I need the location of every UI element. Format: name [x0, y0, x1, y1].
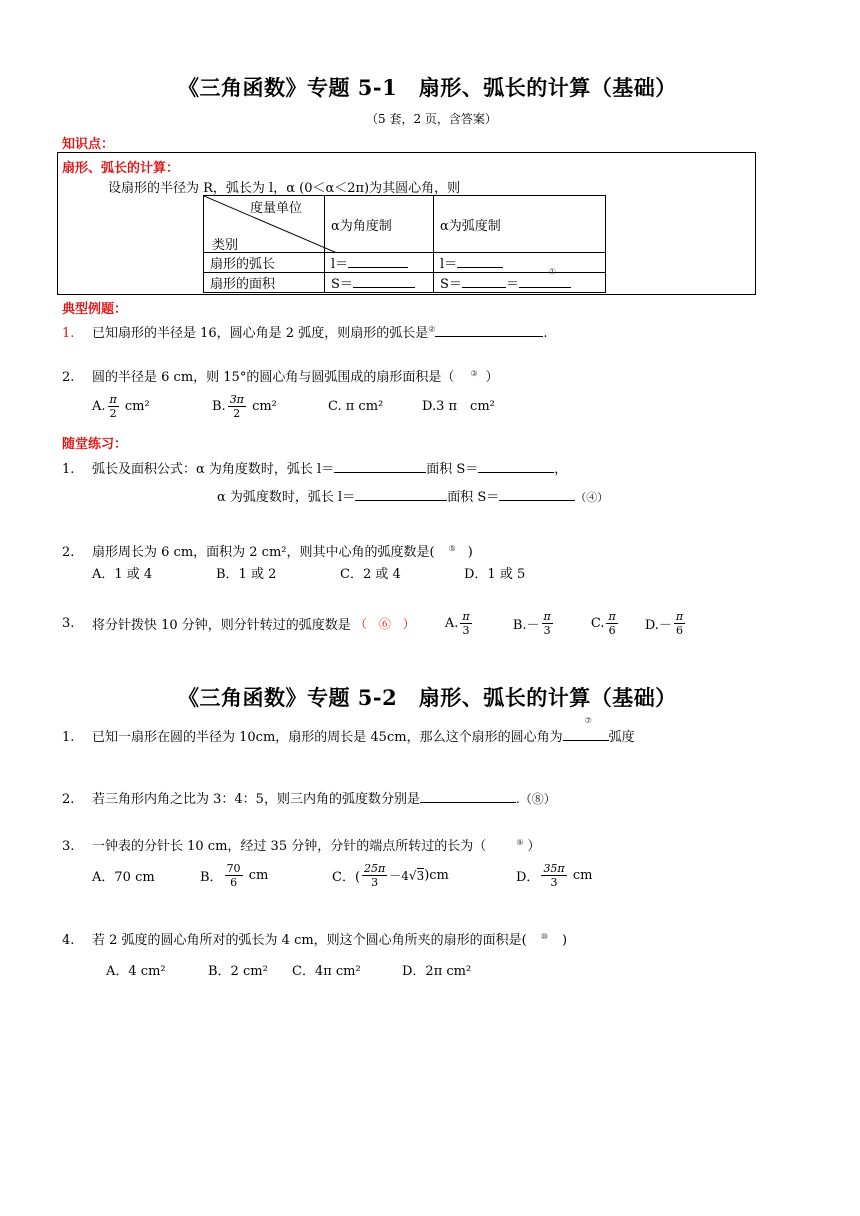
p3-option-a-letter: A. [444, 616, 459, 631]
row-label-arc: 扇形的弧长 [204, 253, 325, 273]
practice-2-end: ) [467, 545, 473, 560]
mark-2: ② [428, 324, 436, 334]
row-label-area: 扇形的面积 [204, 273, 325, 293]
option-b-denominator: 2 [233, 407, 241, 420]
q3c-numerator: 25π [364, 862, 386, 875]
arc-degree-prefix: l＝ [331, 257, 349, 272]
example-1-number: 1. [62, 326, 75, 341]
set2-q3-number: 3. [62, 839, 75, 854]
practice-1-blank-2 [478, 460, 554, 473]
p3-option-d-denominator: 6 [676, 624, 684, 637]
q3c-letter: C．( [332, 870, 361, 885]
area-radian-blank-1 [462, 275, 506, 288]
set2-q4-end: ) [561, 933, 568, 948]
option-b-letter: B. [212, 399, 226, 414]
p3-option-a-numerator: π [462, 610, 470, 623]
set2-q3-option-d [516, 862, 592, 889]
practice-3-number: 3. [62, 616, 75, 631]
mark-3: ③ [470, 368, 478, 378]
practice-2-option-b: B．1 或 2 [216, 567, 277, 582]
p3-option-b-numerator: π [543, 610, 551, 623]
practice-1-blank-4 [499, 488, 575, 501]
example-2-option-d: D.3 π cm² [422, 399, 495, 414]
practice-3-option-a [445, 610, 513, 637]
section-2-title: 《三角函数》专题 5-2 扇形、弧长的计算（基础） [178, 685, 677, 710]
option-a-denominator: 2 [109, 407, 117, 420]
page-subtitle: （5 套，2 页，含答案） [366, 112, 497, 126]
page-title: 《三角函数》专题 5-1 扇形、弧长的计算（基础） [178, 75, 677, 100]
set2-q2-blank [420, 790, 516, 803]
p3-option-a-fraction [460, 610, 471, 637]
q3b-unit: cm [248, 868, 269, 883]
set2-q1-blank [563, 716, 609, 741]
arc-radian-prefix: l＝ [440, 257, 458, 272]
set2-q2-text: 若三角形内角之比为 3：4：5，则三内角的弧度数分别是 [92, 792, 420, 807]
practice-1-area-label-2: 面积 S＝ [447, 490, 500, 505]
q3c-fraction [362, 862, 387, 889]
q3b-fraction [225, 862, 243, 889]
set2-q3-option-c [332, 862, 516, 889]
set2-q4-option-a: A．4 cm² [106, 964, 166, 979]
q3c-minus-four: －4 [389, 869, 409, 883]
set2-q3-end: ） [527, 839, 541, 854]
area-radian-blank-2 [519, 267, 571, 288]
q3d-numerator: 35π [543, 862, 565, 875]
area-degree-prefix: S＝ [331, 277, 353, 292]
knowledge-box-heading: 扇形、弧长的计算： [62, 161, 180, 176]
q3b-numerator: 70 [226, 862, 241, 875]
practice-3-option-c [591, 610, 645, 637]
examples-heading: 典型例题： [62, 302, 128, 317]
mark-4: （④） [575, 491, 609, 504]
cell-area-degree [325, 273, 434, 293]
example-2-option-c: C. π cm² [328, 399, 384, 414]
q3d-denominator: 3 [550, 876, 558, 889]
set2-q1-end: 弧度 [608, 730, 635, 745]
practice-1-comma: ， [554, 462, 568, 477]
p3-option-c-fraction [606, 610, 617, 637]
q3b-denominator: 6 [230, 876, 238, 889]
practice-3-text: 将分针拨快 10 分钟，则分针转过的弧度数是 [92, 618, 351, 633]
practice-2-option-a: A．1 或 4 [92, 567, 153, 582]
practice-1-area-label-1: 面积 S＝ [426, 462, 479, 477]
example-2-end: ） [485, 370, 499, 385]
example-2-options [92, 393, 495, 420]
p3-option-c-letter: C. [590, 616, 605, 631]
practice-1-degree-text: 弧长及面积公式：α 为角度数时，弧长 l＝ [92, 462, 335, 477]
set2-question-2 [62, 788, 556, 807]
set2-q3-option-b [200, 862, 332, 889]
p3-option-a-denominator: 3 [462, 624, 470, 637]
p3-option-d-numerator: π [675, 610, 684, 623]
set2-question-1 [62, 716, 635, 745]
example-2 [62, 366, 499, 385]
set2-q2-number: 2. [62, 792, 75, 807]
cell-arc-degree [325, 253, 434, 273]
arc-radian-blank [457, 255, 503, 268]
p3-option-b-letter: B.－ [512, 618, 540, 633]
practice-1-number: 1. [62, 462, 75, 477]
q3b-letter: B． [200, 870, 223, 885]
mark-9: ⑨ [516, 837, 524, 847]
mark-1: ① [548, 267, 557, 276]
p3-option-b-denominator: 3 [543, 624, 551, 637]
set2-q3-text: 一钟表的分针长 10 cm，经过 35 分钟，分针的端点所转过的长为（ [92, 839, 487, 854]
set2-q3-options [92, 862, 592, 889]
q3c-radicand: 3 [416, 868, 425, 883]
set2-question-4 [62, 929, 567, 948]
option-a-fraction [108, 393, 119, 420]
example-2-option-a [92, 393, 212, 420]
example-1-end: . [543, 326, 548, 341]
practice-2 [62, 541, 473, 560]
example-2-text: 圆的半径是 6 cm，则 15°的圆心角与圆弧围成的扇形面积是（ [92, 370, 455, 385]
option-a-numerator: π [109, 393, 117, 406]
q3c-denominator: 3 [371, 876, 379, 889]
set2-q4-number: 4. [62, 933, 75, 948]
example-2-option-b [212, 393, 328, 420]
set2-q4-options [106, 960, 471, 979]
set2-q4-option-d: D．2π cm² [402, 964, 472, 979]
knowledge-heading: 知识点： [62, 137, 115, 152]
arc-degree-blank [348, 255, 408, 268]
set2-q4-option-c: C．4π cm² [292, 964, 361, 979]
set2-q4-option-b: B．2 cm² [208, 964, 268, 979]
practice-1-line-1 [62, 458, 567, 477]
set2-q1-text: 已知一扇形在圆的半径为 10cm，扇形的周长是 45cm，那么这个扇形的圆心角为 [92, 730, 563, 745]
example-1 [62, 322, 548, 341]
p3-option-c-numerator: π [608, 610, 616, 623]
set2-q1-number: 1. [62, 730, 75, 745]
practice-2-options [92, 563, 525, 582]
option-b-fraction [228, 393, 246, 420]
corner-top-label: 度量单位 [250, 201, 303, 216]
option-b-numerator: 3π [229, 393, 244, 406]
mark-10: ⑩ [540, 931, 548, 941]
p3-option-b-fraction [542, 610, 553, 637]
practice-3-option-b [513, 610, 591, 637]
practice-2-text: 扇形周长为 6 cm，面积为 2 cm²，则其中心角的弧度数是( [92, 545, 435, 560]
set2-q3-option-a: A．70 cm [92, 870, 155, 885]
practice-1-line-2 [217, 486, 608, 505]
q3d-unit: cm [572, 868, 593, 883]
col-header-radian: α为弧度制 [434, 196, 606, 253]
option-a-letter: A. [92, 399, 106, 414]
option-b-unit: cm² [252, 399, 277, 414]
area-radian-equals: ＝ [505, 277, 519, 292]
mark-7: ⑦ [584, 716, 592, 725]
practice-1-blank-3 [355, 488, 447, 501]
example-1-text: 已知扇形的半径是 16，圆心角是 2 弧度，则扇形的弧长是 [92, 326, 429, 341]
example-1-blank [435, 324, 543, 337]
practice-2-option-c: C．2 或 4 [340, 567, 401, 582]
practice-3-option-d [645, 610, 687, 637]
area-radian-prefix: S＝ [440, 277, 462, 292]
mark-5: ⑤ [448, 543, 456, 553]
cell-arc-radian [434, 253, 606, 273]
set2-q2-end: .（⑧） [515, 792, 556, 806]
practice-3 [62, 610, 687, 637]
set2-q4-text: 若 2 弧度的圆心角所对的弧长为 4 cm，则这个圆心角所夹的扇形的面积是( [92, 933, 527, 948]
practice-heading: 随堂练习： [62, 437, 128, 452]
corner-bottom-label: 类别 [212, 238, 239, 253]
cell-area-radian [434, 267, 606, 293]
practice-2-number: 2. [62, 545, 75, 560]
col-header-degree: α为角度制 [325, 196, 434, 253]
q3c-unit: )cm [424, 868, 449, 883]
practice-3-answer-paren: （ ⑥ ） [354, 617, 415, 631]
practice-2-option-d: D．1 或 5 [464, 567, 526, 582]
table-corner-cell [204, 196, 325, 253]
q3d-letter: D． [516, 870, 540, 885]
q3c-sqrt-sign: √ [408, 868, 417, 883]
set2-question-3 [62, 835, 540, 854]
q3d-fraction [541, 862, 566, 889]
practice-1-blank-1 [334, 460, 426, 473]
formula-table [203, 195, 606, 293]
practice-1-radian-text: α 为弧度数时，弧长 l＝ [217, 490, 356, 505]
p3-option-c-denominator: 6 [608, 624, 616, 637]
example-2-number: 2. [62, 370, 75, 385]
option-a-unit: cm² [124, 399, 150, 414]
p3-option-d-fraction [674, 610, 685, 637]
p3-option-d-letter: D.－ [644, 618, 672, 633]
area-degree-blank [353, 275, 415, 288]
knowledge-intro: 设扇形的半径为 R，弧长为 l，α (0＜α＜2π)为其圆心角，则 [108, 181, 461, 196]
